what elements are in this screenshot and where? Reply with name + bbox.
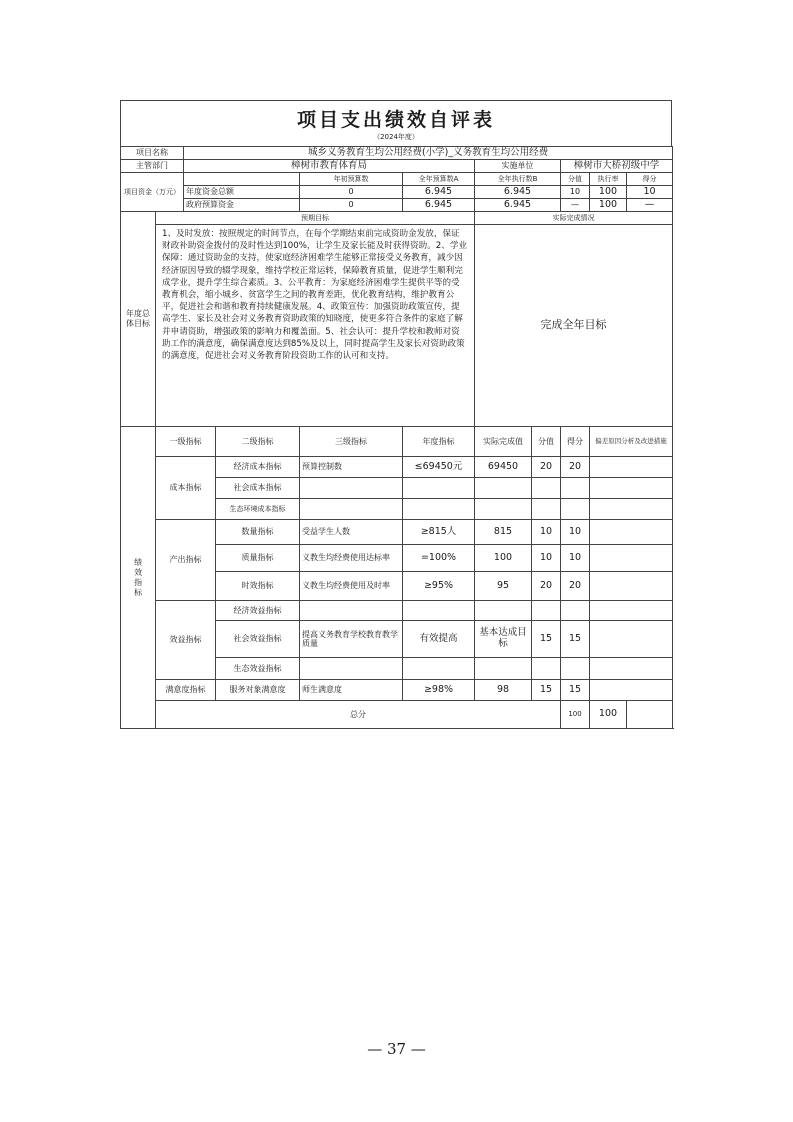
performance-indicators-label: 绩效指标 <box>121 427 156 729</box>
target-cost-economic: ≤69450元 <box>403 457 475 478</box>
funds-cell: 0 <box>300 199 403 212</box>
level2-benefit-social: 社会效益指标 <box>216 621 300 658</box>
level1-satisfaction: 满意度指标 <box>156 680 216 701</box>
level2-benefit-economic: 经济效益指标 <box>216 601 300 621</box>
actual-cost-economic: 69450 <box>475 457 532 478</box>
actual-output-timeliness: 95 <box>475 572 532 601</box>
funds-cell: 6.945 <box>475 199 561 212</box>
level1-cost: 成本指标 <box>156 457 216 520</box>
funds-header-initial: 年初预算数 <box>300 173 403 186</box>
form-header <box>120 100 672 146</box>
indicator-header: 年度指标 <box>403 427 475 457</box>
score-value-satisfaction: 15 <box>532 680 561 701</box>
funds-cell: 6.945 <box>475 186 561 199</box>
level2-cost-economic: 经济成本指标 <box>216 457 300 478</box>
target-output-quality: =100% <box>403 545 475 572</box>
level3-output-quality: 义教生均经费使用达标率 <box>300 545 403 572</box>
level2-output-timeliness: 时效指标 <box>216 572 300 601</box>
indicator-header: 分值 <box>532 427 561 457</box>
form-title: 项目支出绩效自评表 <box>296 109 495 131</box>
actual-output-quantity: 815 <box>475 520 532 545</box>
self-evaluation-form <box>120 100 672 729</box>
indicator-header: 二级指标 <box>216 427 300 457</box>
score-cost-economic: 20 <box>561 457 590 478</box>
score-satisfaction: 15 <box>561 680 590 701</box>
indicator-header: 一级指标 <box>156 427 216 457</box>
funds-label: 项目资金（万元） <box>121 173 184 212</box>
score-benefit-social: 15 <box>561 621 590 658</box>
funds-cell: 6.945 <box>403 199 475 212</box>
level2-output-quality: 质量指标 <box>216 545 300 572</box>
funds-cell: 10 <box>627 186 673 199</box>
funds-header-full: 全年预算数A <box>403 173 475 186</box>
score-value-cost-economic: 20 <box>532 457 561 478</box>
expected-goal-header: 预期目标 <box>156 212 475 225</box>
total-label: 总分 <box>156 701 561 729</box>
total-score-value: 100 <box>561 701 590 729</box>
actual-satisfaction: 98 <box>475 680 532 701</box>
funds-header-score-value: 分值 <box>561 173 590 186</box>
level1-benefit: 效益指标 <box>156 601 216 680</box>
level2-benefit-eco: 生态效益指标 <box>216 658 300 680</box>
level2-cost-eco: 生态环境成本指标 <box>216 499 300 520</box>
funds-cell: — <box>561 199 590 212</box>
funds-row-label: 年度资金总额 <box>184 186 300 199</box>
level3-cost-economic: 预算控制数 <box>300 457 403 478</box>
funds-cell: — <box>627 199 673 212</box>
score-output-quantity: 10 <box>561 520 590 545</box>
indicator-header: 三级指标 <box>300 427 403 457</box>
funds-cell: 100 <box>590 186 627 199</box>
funds-cell: 6.945 <box>403 186 475 199</box>
target-benefit-social: 有效提高 <box>403 621 475 658</box>
funds-header-score: 得分 <box>627 173 673 186</box>
total-score: 100 <box>590 701 627 729</box>
level3-satisfaction: 师生满意度 <box>300 680 403 701</box>
score-output-timeliness: 20 <box>561 572 590 601</box>
form-table <box>120 146 673 729</box>
score-value-output-timeliness: 20 <box>532 572 561 601</box>
funds-header-rate: 执行率 <box>590 173 627 186</box>
actual-benefit-social: 基本达成目标 <box>475 621 532 658</box>
indicator-header: 得分 <box>561 427 590 457</box>
funds-cell: 10 <box>561 186 590 199</box>
level3-output-timeliness: 义教生均经费使用及时率 <box>300 572 403 601</box>
implementing-unit: 樟树市大桥初级中学 <box>561 160 673 173</box>
funds-header-exec: 全年执行数B <box>475 173 561 186</box>
department-label: 主管部门 <box>121 160 184 173</box>
level3-output-quantity: 受益学生人数 <box>300 520 403 545</box>
actual-completion-header: 实际完成情况 <box>475 212 673 225</box>
level3-benefit-social: 提高义务教育学校教育教学质量 <box>300 621 403 658</box>
page-number: — 37 — <box>367 1040 426 1058</box>
indicator-header: 偏差原因分析及改进措施 <box>590 427 673 457</box>
actual-completion-text: 完成全年目标 <box>475 225 673 427</box>
indicator-header: 实际完成值 <box>475 427 532 457</box>
funds-cell: 100 <box>590 199 627 212</box>
project-name: 城乡义务教育生均公用经费(小学)_义务教育生均公用经费 <box>184 147 673 160</box>
level2-cost-social: 社会成本指标 <box>216 478 300 499</box>
form-year: （2024年度） <box>373 133 419 141</box>
annual-goal-label: 年度总体目标 <box>121 212 156 427</box>
implementing-unit-label: 实施单位 <box>475 160 561 173</box>
level2-output-quantity: 数量指标 <box>216 520 300 545</box>
target-output-quantity: ≥815人 <box>403 520 475 545</box>
target-output-timeliness: ≥95% <box>403 572 475 601</box>
expected-goal-text: 1、及时发放：按照规定的时间节点，在每个学期结束前完成资助金发放，保证财政补助资金拨付的及时性达到100%，让学生及家长能及时获得资助。2、学业保障：通过资助金的支持，使家庭经济困难学生能够正常接受义务教育，减少因经济原因导致的辍学现象，维持学校正常运转，保障教育质量，促进学生顺利完成学业，提升学生综合素质。3、公平教育：为家庭经济困难学生提供平等的受教育机会，缩小城乡、贫富学生之间的教育差距，优化教育结构，维护教育公平，促进社会和谐和教育持续健康发展。4、政策宣传：加强资助政策宣传，提高学生、家长及社会对义务教育资助政策的知晓度，使更多符合条件的家庭了解并申请资助，增强政策的影响力和覆盖面。5、社会认可：提升学校和教师对资助工作的满意度，确保满意度达到85%及以上，同时提高学生及家长对资助政策的满意度，促进社会对义务教育阶段资助工作的认可和支持。 <box>156 225 475 427</box>
score-value-output-quality: 10 <box>532 545 561 572</box>
score-value-benefit-social: 15 <box>532 621 561 658</box>
funds-row-label: 政府预算资金 <box>184 199 300 212</box>
actual-output-quality: 100 <box>475 545 532 572</box>
level1-output: 产出指标 <box>156 520 216 601</box>
score-value-output-quantity: 10 <box>532 520 561 545</box>
funds-cell: 0 <box>300 186 403 199</box>
department: 樟树市教育体育局 <box>184 160 475 173</box>
score-output-quality: 10 <box>561 545 590 572</box>
target-satisfaction: ≥98% <box>403 680 475 701</box>
level2-satisfaction: 服务对象满意度 <box>216 680 300 701</box>
project-name-label: 项目名称 <box>121 147 184 160</box>
